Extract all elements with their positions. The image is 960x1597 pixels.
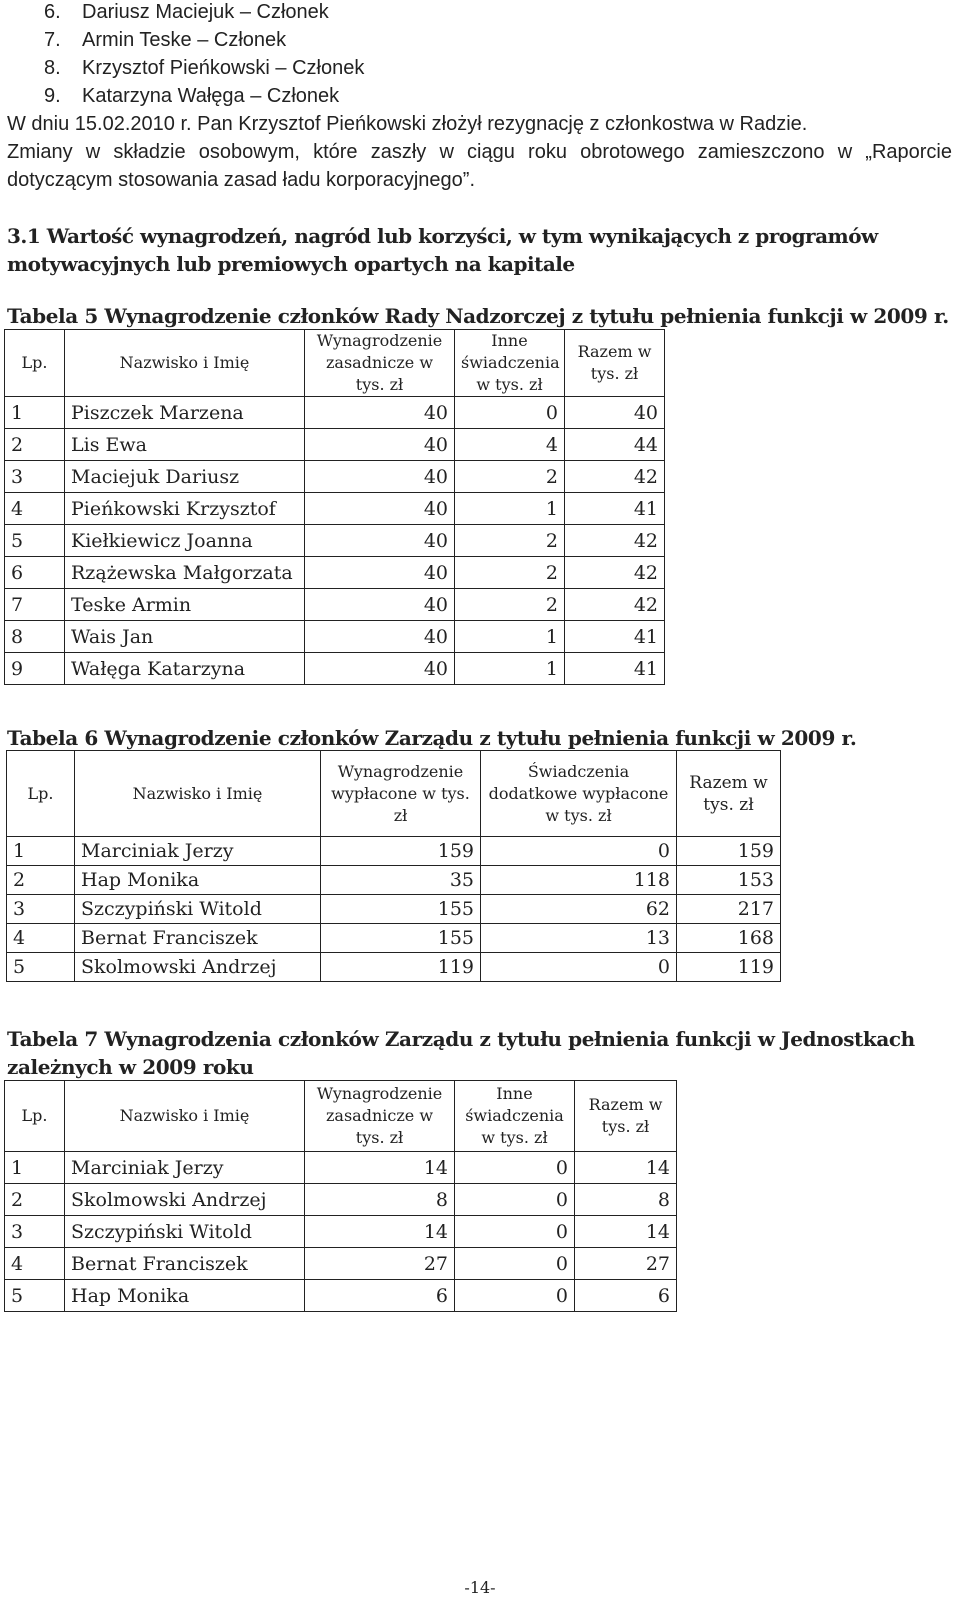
table-header-row: [5, 330, 665, 397]
column-header: Nazwisko i Imię: [75, 751, 321, 837]
table-header-row: [5, 1081, 677, 1152]
table-row: 4 Bernat Franciszek 155 13 168: [7, 924, 781, 953]
table-caption: Tabela 5 Wynagrodzenie członków Rady Nadzorczej z tytułu pełnienia funkcji w 2009 r.: [7, 304, 949, 328]
table-caption: Tabela 7 Wynagrodzenia członków Zarządu z tytułu pełnienia funkcji w Jednostkach zależnych w 2009 roku: [7, 1027, 915, 1079]
page-number: -14-: [464, 1578, 496, 1597]
table-header-row: [7, 751, 781, 837]
section-heading: 3.1 Wartość wynagrodzeń, nagród lub korzyści, w tym wynikających z programów motywacyjnych lub premiowych opartych na kapitale: [7, 224, 878, 276]
table-row: 3 Szczypiński Witold 155 62 217: [7, 895, 781, 924]
table-subsidiaries: [4, 1080, 677, 1312]
table-row: 6 Rzążewska Małgorzata 40 2 42: [5, 557, 665, 589]
column-header: Lp.: [5, 330, 65, 397]
list-item: 8. Krzysztof Pieńkowski – Członek: [44, 57, 365, 79]
list-item: 6. Dariusz Maciejuk – Członek: [44, 1, 329, 23]
list-item: 7. Armin Teske – Członek: [44, 29, 287, 51]
table-row: 5 Kiełkiewicz Joanna 40 2 42: [5, 525, 665, 557]
table-row: 3 Szczypiński Witold 14 0 14: [5, 1216, 677, 1248]
column-header: Wynagrodzenie wypłacone w tys. zł: [321, 751, 481, 837]
column-header: Inne świadczenia w tys. zł: [455, 330, 565, 397]
table-row: 1 Marciniak Jerzy 14 0 14: [5, 1152, 677, 1184]
column-header: Świadczenia dodatkowe wypłacone w tys. zł: [481, 751, 677, 837]
column-header: Lp.: [5, 1081, 65, 1152]
column-header: Razem w tys. zł: [575, 1081, 677, 1152]
table-management-board: [6, 750, 781, 982]
paragraph-changes: Zmiany w składzie osobowym, które zaszły w ciągu roku obrotowego zamieszczono w „Raporcie dotyczącym stosowania zasad ładu korporacyjnego”.: [7, 141, 952, 191]
column-header: Razem w tys. zł: [565, 330, 665, 397]
table-row: 3 Maciejuk Dariusz 40 2 42: [5, 461, 665, 493]
table-row: 4 Bernat Franciszek 27 0 27: [5, 1248, 677, 1280]
column-header: Nazwisko i Imię: [65, 1081, 305, 1152]
table-row: 4 Pieńkowski Krzysztof 40 1 41: [5, 493, 665, 525]
table-row: 8 Wais Jan 40 1 41: [5, 621, 665, 653]
column-header: Inne świadczenia w tys. zł: [455, 1081, 575, 1152]
table-row: 5 Hap Monika 6 0 6: [5, 1280, 677, 1312]
table-row: 5 Skolmowski Andrzej 119 0 119: [7, 953, 781, 982]
column-header: Wynagrodzenie zasadnicze w tys. zł: [305, 1081, 455, 1152]
column-header: Wynagrodzenie zasadnicze w tys. zł: [305, 330, 455, 397]
table-row: 2 Hap Monika 35 118 153: [7, 866, 781, 895]
list-item: 9. Katarzyna Wałęga – Członek: [44, 85, 340, 107]
table-row: 1 Marciniak Jerzy 159 0 159: [7, 837, 781, 866]
column-header: Razem w tys. zł: [677, 751, 781, 837]
table-caption: Tabela 6 Wynagrodzenie członków Zarządu z tytułu pełnienia funkcji w 2009 r.: [7, 726, 857, 750]
table-row: 2 Lis Ewa 40 4 44: [5, 429, 665, 461]
table-row: 9 Wałęga Katarzyna 40 1 41: [5, 653, 665, 685]
column-header: Nazwisko i Imię: [65, 330, 305, 397]
table-row: 2 Skolmowski Andrzej 8 0 8: [5, 1184, 677, 1216]
paragraph-resignation: W dniu 15.02.2010 r. Pan Krzysztof Pieńkowski złożył rezygnację z członkostwa w Radzie.: [7, 113, 808, 135]
column-header: Lp.: [7, 751, 75, 837]
table-row: 7 Teske Armin 40 2 42: [5, 589, 665, 621]
table-supervisory-board: [4, 329, 665, 685]
table-row: 1 Piszczek Marzena 40 0 40: [5, 397, 665, 429]
